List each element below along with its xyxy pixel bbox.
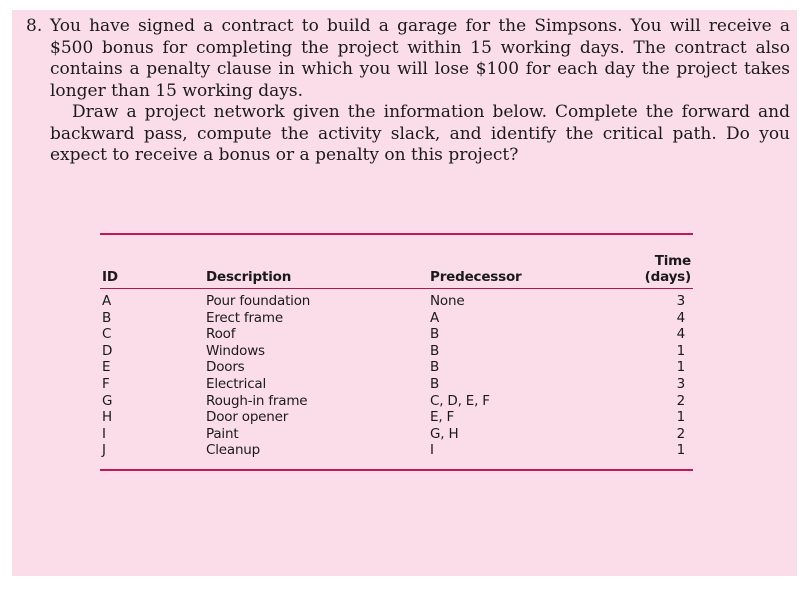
- cell-time: 4: [676, 309, 685, 326]
- table-row: [100, 409, 693, 426]
- cell-time: 2: [676, 425, 685, 442]
- problem-text: [26, 16, 796, 167]
- header-time-line1: Time: [654, 253, 691, 269]
- cell-id: C: [102, 326, 112, 343]
- header-description: Description: [206, 269, 292, 285]
- cell-description: Pour foundation: [206, 293, 311, 309]
- table-body: [100, 289, 693, 469]
- table-row: [100, 442, 693, 469]
- cell-description: Windows: [206, 342, 265, 359]
- cell-id: F: [102, 375, 110, 392]
- cell-predecessor: B: [430, 359, 440, 376]
- cell-time: 4: [676, 326, 685, 343]
- cell-time: 1: [676, 409, 685, 426]
- cell-predecessor: B: [430, 375, 440, 392]
- problem-paragraph-1: You have signed a contract to build a garage for the Simpsons. You will receive a $500 bonus for completing the project within 15 working days. The contract also contains a penalty clause in which you will lose $100 for each day the project takes longer than 15 working days.: [50, 16, 790, 101]
- problem-paragraph-2: Draw a project network given the information below. Complete the forward and backward pass, compute the activity slack, and identify the critical path. Do you expect to receive a bonus or a penalty on this project?: [50, 102, 790, 165]
- cell-id: E: [102, 359, 111, 376]
- header-predecessor: Predecessor: [430, 269, 522, 285]
- cell-description: Electrical: [206, 375, 267, 392]
- cell-description: Door opener: [206, 409, 289, 426]
- cell-time: 3: [676, 375, 685, 392]
- cell-description: Erect frame: [206, 309, 283, 326]
- header-time-line2: (days): [644, 269, 691, 285]
- table-row: [100, 359, 693, 376]
- cell-id: G: [102, 392, 113, 409]
- cell-description: Cleanup: [206, 442, 261, 459]
- problem-panel: [12, 10, 797, 576]
- cell-time: 3: [676, 293, 685, 309]
- cell-time: 2: [676, 392, 685, 409]
- cell-time: 1: [676, 342, 685, 359]
- cell-id: A: [102, 293, 112, 309]
- cell-description: Doors: [206, 359, 245, 376]
- header-time: [618, 235, 693, 288]
- cell-time: 1: [676, 442, 685, 459]
- cell-predecessor: C, D, E, F: [430, 392, 490, 409]
- cell-id: H: [102, 409, 112, 426]
- cell-description: Rough-in frame: [206, 392, 308, 409]
- cell-id: J: [102, 442, 106, 459]
- cell-description: Paint: [206, 425, 239, 442]
- table-row: [100, 393, 693, 410]
- table-row: [100, 343, 693, 360]
- table-row: [100, 289, 693, 310]
- table-row: [100, 376, 693, 393]
- cell-predecessor: B: [430, 326, 440, 343]
- table-header-row: [100, 235, 693, 288]
- cell-predecessor: G, H: [430, 425, 459, 442]
- table-bottom-rule: [100, 469, 693, 471]
- cell-time: 1: [676, 359, 685, 376]
- cell-predecessor: I: [430, 442, 434, 459]
- activity-table: [100, 233, 693, 471]
- table-row: [100, 326, 693, 343]
- cell-description: Roof: [206, 326, 236, 343]
- cell-id: B: [102, 309, 112, 326]
- activity-table-grid: [100, 235, 693, 469]
- cell-predecessor: B: [430, 342, 440, 359]
- cell-id: I: [102, 425, 106, 442]
- cell-predecessor: E, F: [430, 409, 455, 426]
- table-row: [100, 426, 693, 443]
- cell-predecessor: None: [430, 293, 465, 309]
- cell-predecessor: A: [430, 309, 440, 326]
- table-row: [100, 310, 693, 327]
- cell-id: D: [102, 342, 113, 359]
- header-id: ID: [102, 269, 118, 285]
- problem-number: 8.: [26, 16, 43, 36]
